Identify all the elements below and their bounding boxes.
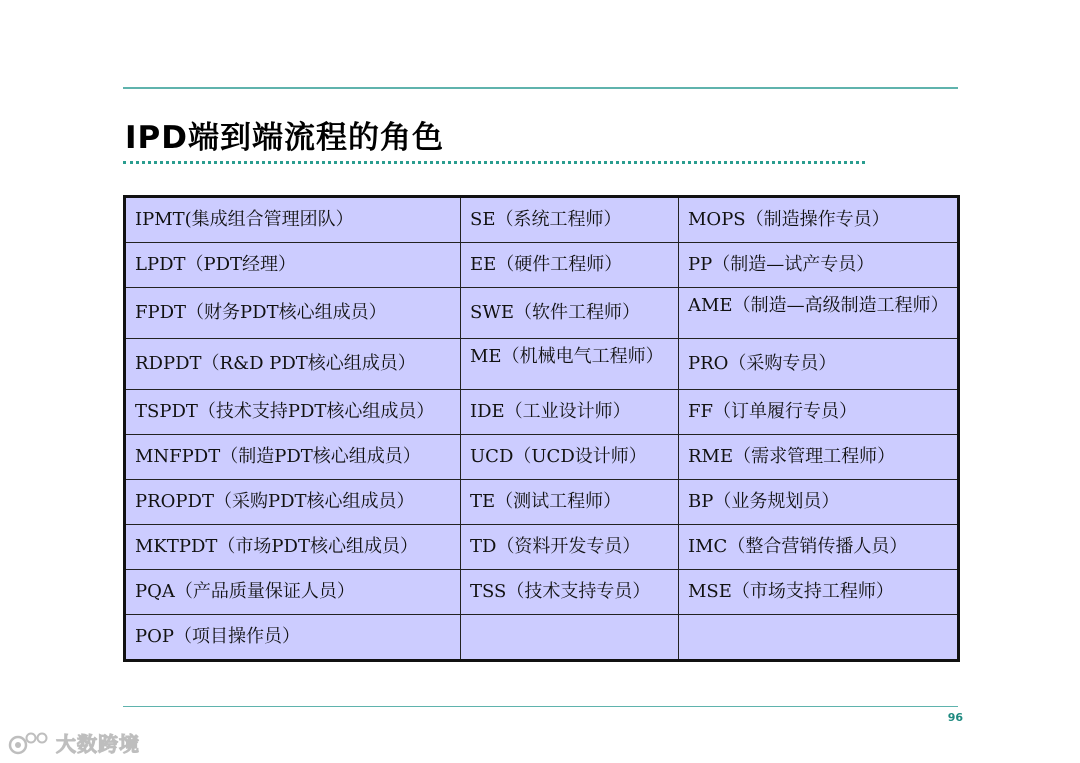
- table-cell-empty: [461, 615, 679, 661]
- table-cell: PP（制造—试产专员）: [679, 243, 959, 288]
- table-row: [125, 570, 959, 615]
- bottom-divider: [123, 706, 958, 707]
- table-cell: IDE（工业设计师）: [461, 390, 679, 435]
- table-cell: FPDT（财务PDT核心组成员）: [125, 288, 461, 339]
- table-cell: UCD（UCD设计师）: [461, 435, 679, 480]
- table-row: [125, 435, 959, 480]
- table-cell: MOPS（制造操作专员）: [679, 197, 959, 243]
- table-cell: AME（制造—高级制造工程师）: [679, 288, 959, 339]
- table-cell: PRO（采购专员）: [679, 339, 959, 390]
- table-cell: IPMT(集成组合管理团队）: [125, 197, 461, 243]
- table-cell: MSE（市场支持工程师）: [679, 570, 959, 615]
- table-cell: TSS（技术支持专员）: [461, 570, 679, 615]
- table-cell: PQA（产品质量保证人员）: [125, 570, 461, 615]
- page-number: 96: [947, 711, 963, 724]
- watermark: [8, 728, 140, 757]
- table-row: [125, 525, 959, 570]
- table-cell: RDPDT（R&D PDT核心组成员）: [125, 339, 461, 390]
- table-cell: BP（业务规划员）: [679, 480, 959, 525]
- table-cell-empty: [679, 615, 959, 661]
- table-cell: RME（需求管理工程师）: [679, 435, 959, 480]
- roles-table: [123, 195, 960, 662]
- brand-logo-icon: [8, 730, 50, 756]
- table-cell: POP（项目操作员）: [125, 615, 461, 661]
- watermark-text: 大数跨境: [56, 732, 140, 756]
- table-row: [125, 243, 959, 288]
- table-cell: PROPDT（采购PDT核心组成员）: [125, 480, 461, 525]
- table-cell: LPDT（PDT经理）: [125, 243, 461, 288]
- table-row: [125, 480, 959, 525]
- title-dotted-underline: [123, 161, 865, 164]
- table-cell: SWE（软件工程师）: [461, 288, 679, 339]
- table-cell: ME（机械电气工程师）: [461, 339, 679, 390]
- table-cell: IMC（整合营销传播人员）: [679, 525, 959, 570]
- table-row: [125, 390, 959, 435]
- table-row: [125, 339, 959, 390]
- table-row: [125, 197, 959, 243]
- table-row: [125, 288, 959, 339]
- table-cell: FF（订单履行专员）: [679, 390, 959, 435]
- table-cell: EE（硬件工程师）: [461, 243, 679, 288]
- table-cell: SE（系统工程师）: [461, 197, 679, 243]
- table-cell: TE（测试工程师）: [461, 480, 679, 525]
- page-title: IPD端到端流程的角色: [125, 120, 444, 156]
- top-divider: [123, 87, 958, 89]
- table-cell: MNFPDT（制造PDT核心组成员）: [125, 435, 461, 480]
- table-row: [125, 615, 959, 661]
- table-cell: TD（资料开发专员）: [461, 525, 679, 570]
- table-cell: MKTPDT（市场PDT核心组成员）: [125, 525, 461, 570]
- table-cell: TSPDT（技术支持PDT核心组成员）: [125, 390, 461, 435]
